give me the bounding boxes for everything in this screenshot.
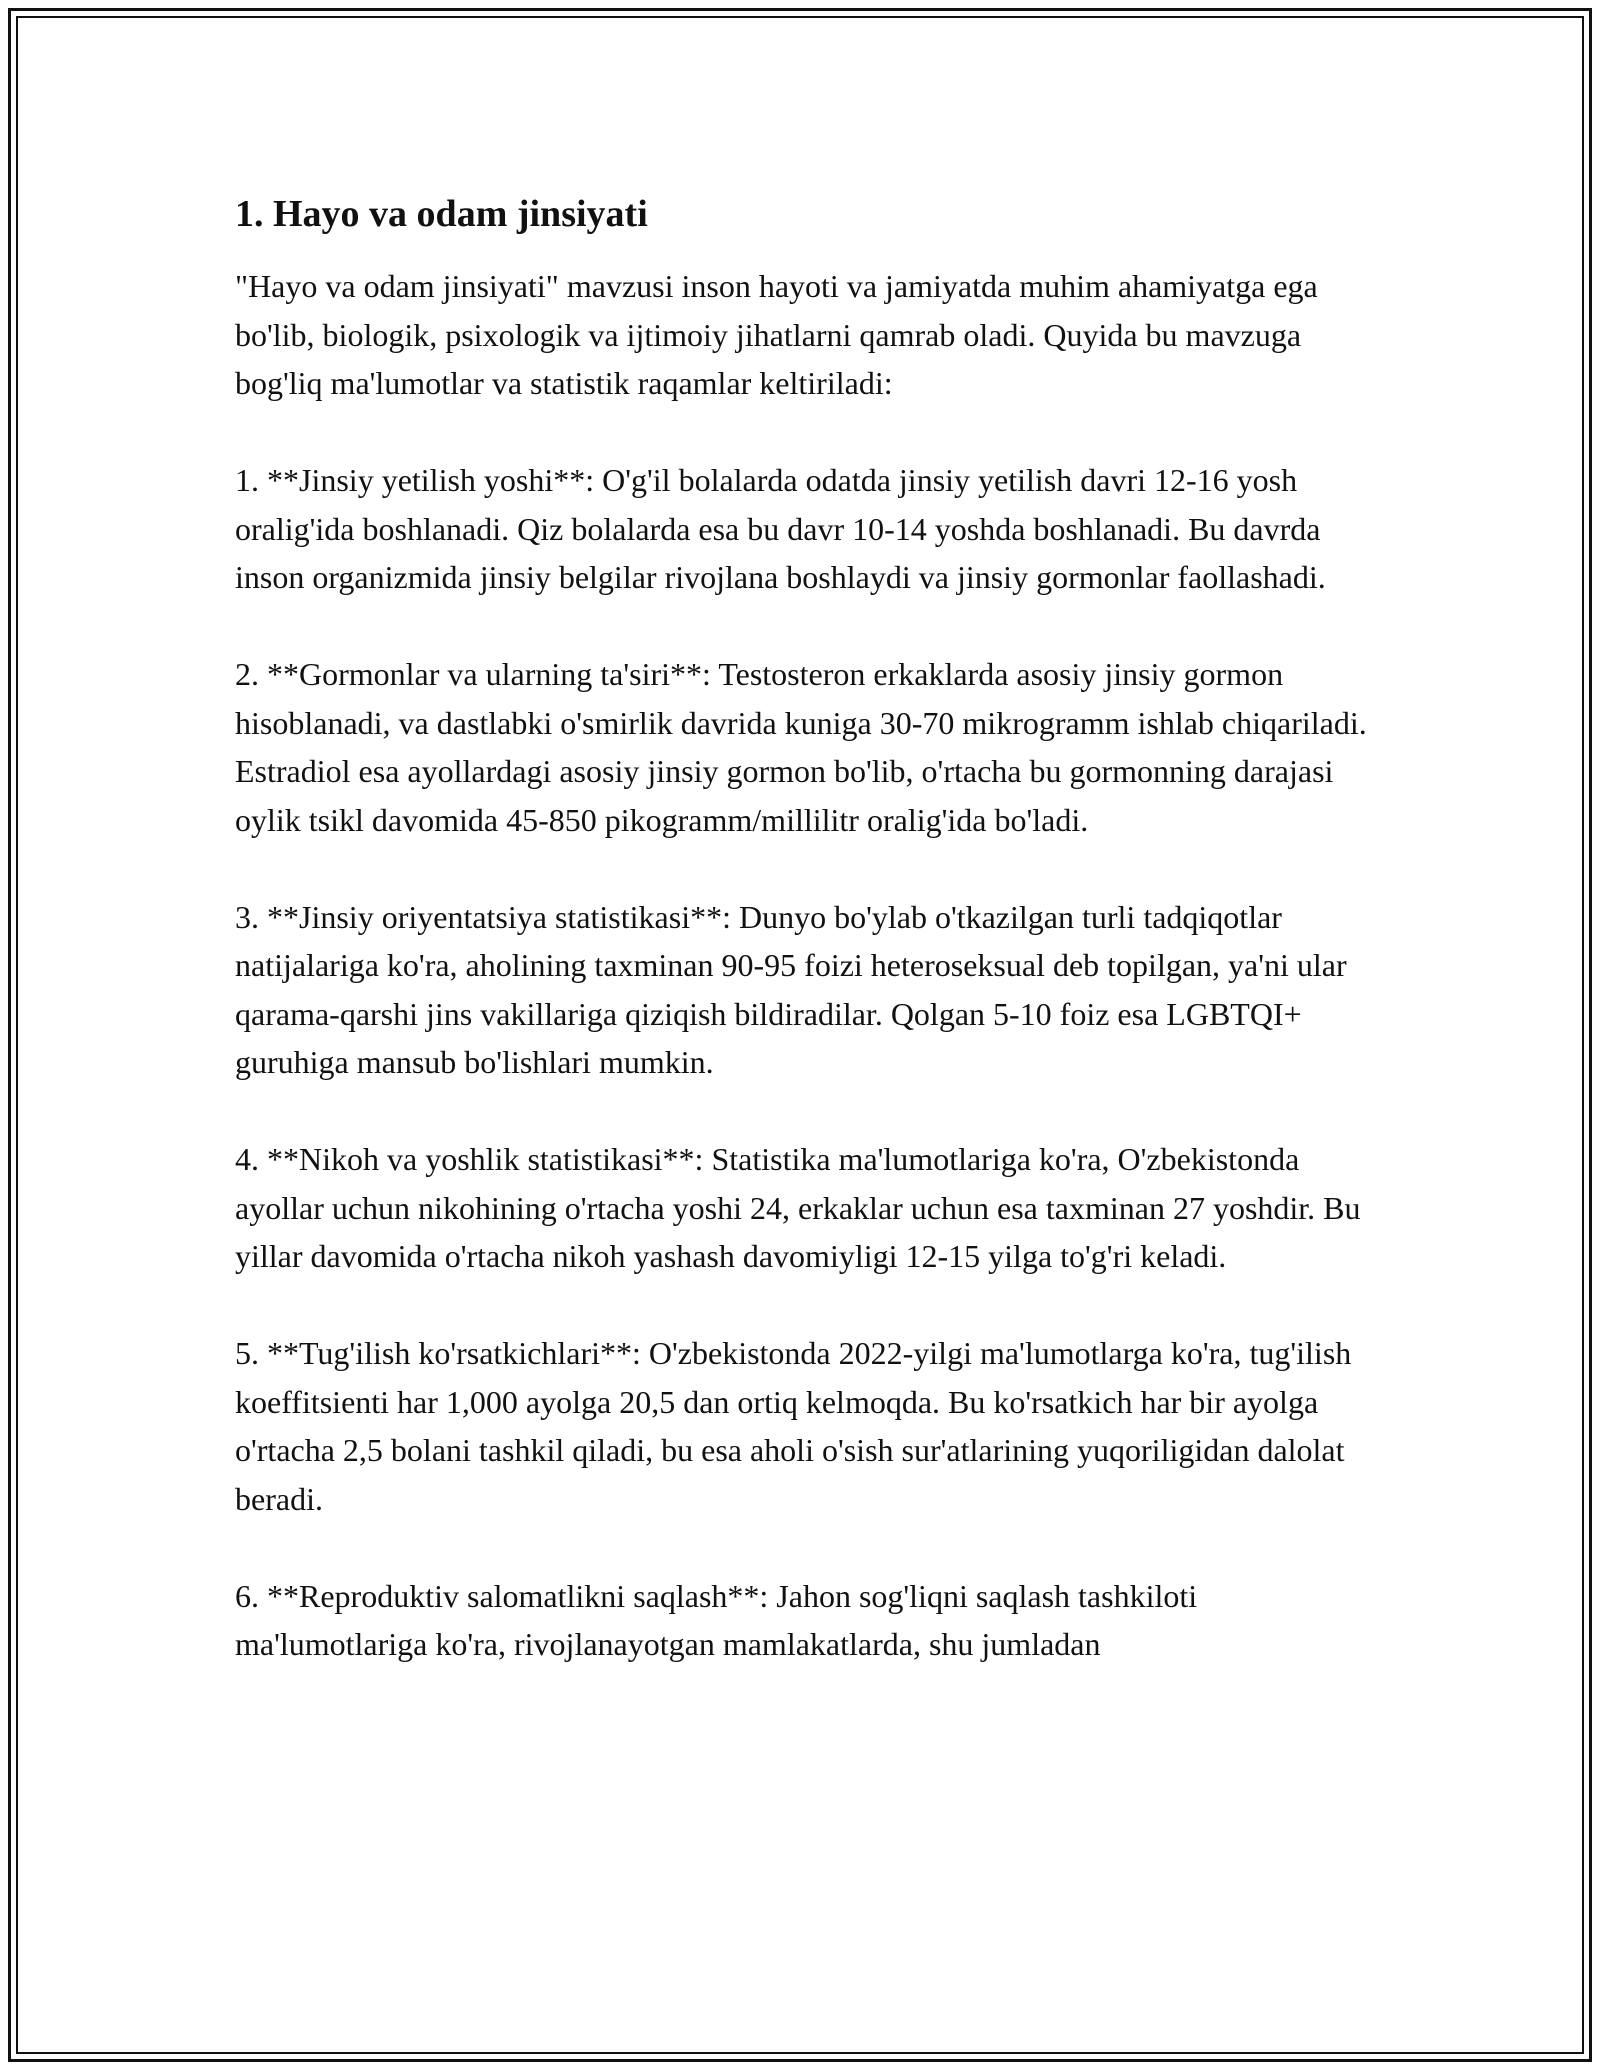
intro-paragraph: "Hayo va odam jinsiyati" mavzusi inson hayoti va jamiyatda muhim ahamiyatga ega bo'lib, biologik, psixologik va ijtimoiy jihatlarni qamrab oladi. Quyida bu mavzuga bog'liq ma'lumotlar va statistik raqamlar keltiriladi:	[235, 268, 1318, 401]
document-body	[235, 188, 1375, 1717]
paragraph-hormones: 2. **Gormonlar va ularning ta'siri**: Testosteron erkaklarda asosiy jinsiy gormon hisoblanadi, va dastlabki o'smirlik davrida kuniga 30-70 mikrogramm ishlab chiqariladi. Estradiol esa ayollardagi asosiy jinsiy gormon bo'lib, o'rtacha bu gormonning darajasi oylik tsikl davomida 45-850 pikogramm/millilitr oralig'ida bo'ladi.	[235, 656, 1367, 838]
document-title: 1. Hayo va odam jinsiyati	[235, 193, 648, 235]
paragraph-birth-rates: 5. **Tug'ilish ko'rsatkichlari**: O'zbekistonda 2022-yilgi ma'lumotlarga ko'ra, tug'ilish koeffitsienti har 1,000 ayolga 20,5 dan ortiq kelmoqda. Bu ko'rsatkich har bir ayolga o'rtacha 2,5 bolani tashkil qiladi, bu esa aholi o'sish sur'atlarining yuqoriligidan dalolat beradi.	[235, 1335, 1352, 1517]
paragraph-puberty-age: 1. **Jinsiy yetilish yoshi**: O'g'il bolalarda odatda jinsiy yetilish davri 12-16 yosh oralig'ida boshlanadi. Qiz bolalarda esa bu davr 10-14 yoshda boshlanadi. Bu davrda inson organizmida jinsiy belgilar rivojlana boshlaydi va jinsiy gormonlar faollashadi.	[235, 462, 1326, 595]
paragraph-reproductive-health: 6. **Reproduktiv salomatlikni saqlash**: Jahon sog'liqni saqlash tashkiloti ma'lumotlariga ko'ra, rivojlanayotgan mamlakatlarda, shu jumladan	[235, 1577, 1198, 1662]
paragraph-marriage-stats: 4. **Nikoh va yoshlik statistikasi**: Statistika ma'lumotlariga ko'ra, O'zbekistonda ayollar uchun nikohining o'rtacha yoshi 24, erkaklar uchun esa taxminan 27 yoshdir. Bu yillar davomida o'rtacha nikoh yashash davomiyligi 12-15 yilga to'g'ri keladi.	[235, 1141, 1361, 1274]
paragraph-orientation-stats: 3. **Jinsiy oriyentatsiya statistikasi**: Dunyo bo'ylab o'tkazilgan turli tadqiqotlar natijalariga ko'ra, aholining taxminan 90-95 foizi heteroseksual deb topilgan, ya'ni ular qarama-qarshi jins vakillariga qiziqish bildiradilar. Qolgan 5-10 foiz esa LGBTQI+ guruhiga mansub bo'lishlari mumkin.	[235, 898, 1347, 1080]
